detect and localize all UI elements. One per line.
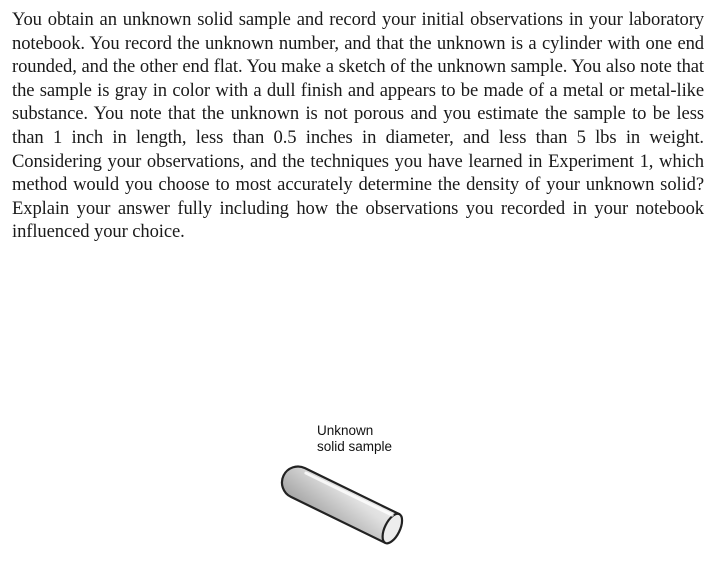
question-text: You obtain an unknown solid sample and record your initial observations in your laboratory notebook. You record the unknown number, and that the unknown is a cylinder with one end rounded, and the other end flat. You make a sketch of the unknown sample. You also note that the sample is gray in color with a dull finish and appears to be made of a metal or metal-like substance. You note that the unknown is not porous and you estimate the sample to be less than 1 inch in length, less than 0.5 inches in diameter, and less than 5 lbs in weight. Considering your observations, and the techniques you have learned in Experiment 1, which method would you choose to most accurately determine the density of your unknown solid? Explain your answer fully including how the observations you recorded in your notebook influenced your choice. <box>12 9 704 243</box>
cylinder-body <box>277 461 407 546</box>
figure-label-line-1: Unknown <box>317 423 374 438</box>
sample-figure <box>270 420 420 550</box>
figure-label-line-2: solid sample <box>317 439 393 454</box>
cylinder-sample-image <box>270 420 420 550</box>
